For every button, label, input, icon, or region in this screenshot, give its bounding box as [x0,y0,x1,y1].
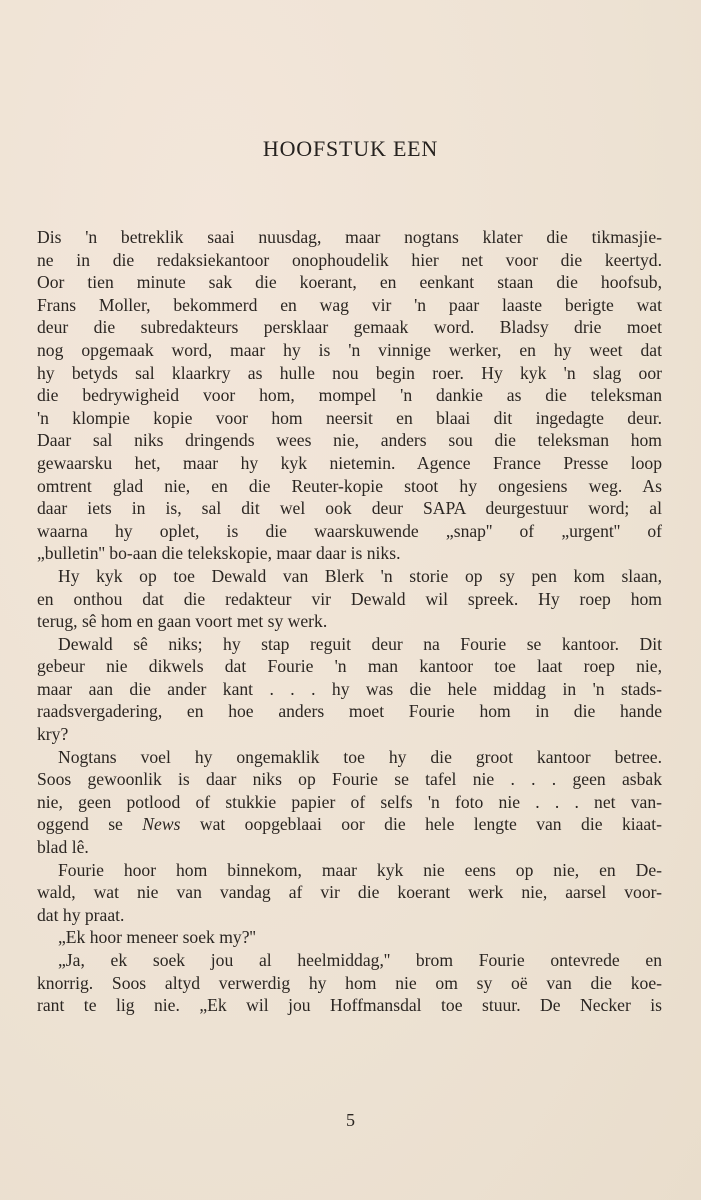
text-line: Soos gewoonlik is daar niks op Fourie se tafel nie . . . geen asbak [37,769,662,790]
text-line: gewaarsku het, maar hy kyk nietemin. Agence France Presse loop [37,452,662,473]
text-line: terug, sê hom en gaan voort met sy werk. [37,611,328,632]
text-line: wald, wat nie van vandag af vir die koerant werk nie, aarsel voor- [37,882,662,903]
text-line: „bulletin'' bo-aan die telekskopie, maar daar is niks. [37,543,401,564]
text-line: maar aan die ander kant . . . hy was die hele middag in 'n stads- [37,678,662,699]
page-number: 5 [346,1110,355,1130]
text-line: ne in die redaksiekantoor onophoudelik hier net voor die keertyd. [37,249,662,270]
text-line: waarna hy oplet, is die waarskuwende „snap'' of „urgent'' of [37,520,662,541]
text-line: 'n klompie kopie voor hom neersit en blaai dit ingedagte deur. [37,407,662,428]
text-line: en onthou dat die redakteur vir Dewald wil spreek. Hy roep hom [37,588,662,609]
italic-title: News [142,814,181,835]
text-line: oggend se News wat oopgeblaai oor die hele lengte van die kiaat- [37,814,662,835]
text-line: raadsvergadering, en hoe anders moet Fourie hom in die hande [37,701,662,722]
text-line: Oor tien minute sak die koerant, en eenkant staan die hoofsub, [37,272,662,293]
text-line: Dewald sê niks; hy stap reguit deur na Fourie se kantoor. Dit [58,633,662,654]
text-line: nog opgemaak word, maar hy is 'n vinnige werker, en hy weet dat [37,339,662,360]
text-line: die bedrywigheid voor hom, mompel 'n dankie as die teleksman [37,385,662,406]
text-line: Hy kyk op toe Dewald van Blerk 'n storie op sy pen kom slaan, [58,565,662,586]
text-line: rant te lig nie. „Ek wil jou Hoffmansdal toe stuur. De Necker is [37,995,662,1016]
chapter-title: HOOFSTUK EEN [262,136,439,161]
text-line: kry? [37,724,69,745]
text-line: blad lê. [37,837,89,858]
body-text [37,226,662,1017]
text-line: „Ja, ek soek jou al heelmiddag,'' brom Fourie ontevrede en [58,950,662,970]
text-line: Dis 'n betreklik saai nuusdag, maar nogtans klater die tikmasjie- [37,227,662,247]
text-line: hy betyds sal klaarkry as hulle nou begin roer. Hy kyk 'n slag oor [37,362,662,383]
text-line: knorrig. Soos altyd verwerdig hy hom nie om sy oë van die koe- [37,972,662,993]
text-line: Frans Moller, bekommerd en wag vir 'n paar laaste berigte wat [37,294,662,315]
text-line: daar iets in is, sal dit wel ook deur SAPA deurgestuur word; al [37,498,662,519]
text-line: Daar sal niks dringends wees nie, anders sou die teleksman hom [37,430,662,451]
text-line: deur die subredakteurs persklaar gemaak word. Bladsy drie moet [37,317,662,338]
text-line: dat hy praat. [37,904,125,925]
text-line: nie, geen potlood of stukkie papier of selfs 'n foto nie . . . net van- [37,791,662,812]
text-line: gebeur nie dikwels dat Fourie 'n man kantoor toe laat roep nie, [37,656,662,677]
text-line: Fourie hoor hom binnekom, maar kyk nie eens op nie, en De- [58,859,662,880]
text-line: „Ek hoor meneer soek my?'' [58,927,256,948]
text-line: omtrent glad nie, en die Reuter-kopie stoot hy ongesiens weg. As [37,475,662,496]
text-line: Nogtans voel hy ongemaklik toe hy die groot kantoor betree. [58,746,662,767]
